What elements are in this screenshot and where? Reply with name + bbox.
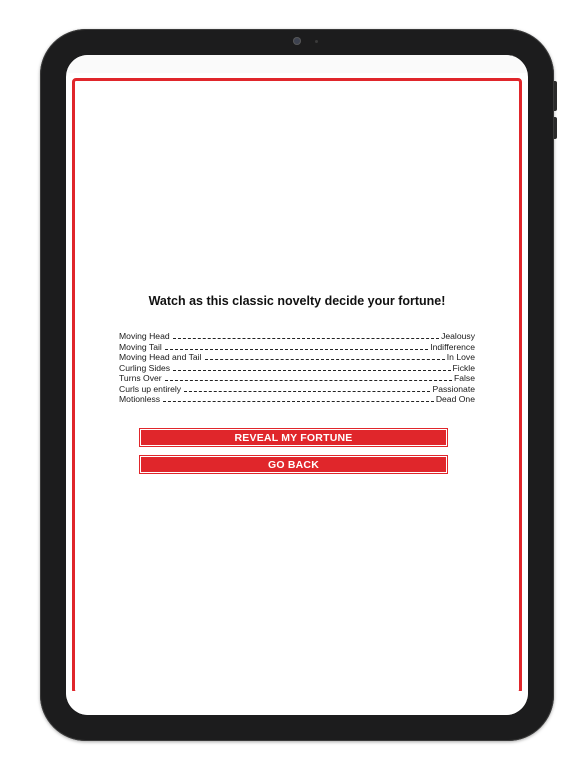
legend-dash-leader bbox=[163, 400, 434, 402]
page-title: Watch as this classic novelty decide your fortune! bbox=[148, 294, 446, 308]
home-indicator-area bbox=[66, 691, 528, 715]
volume-up-button bbox=[554, 81, 557, 111]
legend-dash-leader bbox=[173, 337, 439, 339]
legend-row bbox=[119, 384, 475, 395]
legend-action: Motionless bbox=[119, 394, 161, 404]
legend-action: Curling Sides bbox=[119, 362, 171, 373]
legend-row bbox=[119, 373, 475, 384]
legend-action: Moving Tail bbox=[119, 341, 162, 352]
legend-row bbox=[119, 352, 475, 363]
tablet-device-frame bbox=[40, 29, 554, 741]
legend-row bbox=[119, 342, 475, 353]
device-screen bbox=[66, 55, 528, 715]
legend-action: Moving Head and Tail bbox=[119, 352, 202, 362]
reveal-fortune-button[interactable]: REVEAL MY FORTUNE bbox=[140, 429, 447, 446]
status-bar bbox=[66, 55, 528, 73]
legend-dash-leader bbox=[184, 390, 430, 392]
legend-meaning: False bbox=[453, 373, 475, 383]
legend-row bbox=[119, 363, 475, 374]
legend-action: Curls up entirely bbox=[119, 383, 182, 394]
legend-action: Turns Over bbox=[119, 373, 162, 383]
legend-dash-leader bbox=[165, 379, 452, 381]
volume-down-button bbox=[554, 117, 557, 139]
legend-row bbox=[119, 394, 475, 405]
legend-dash-leader bbox=[165, 348, 428, 350]
legend-dash-leader bbox=[205, 358, 445, 360]
fortune-legend bbox=[119, 331, 475, 405]
legend-meaning: Indifference bbox=[430, 341, 475, 352]
legend-meaning: Jealousy bbox=[441, 331, 475, 341]
fortune-panel bbox=[72, 78, 522, 694]
front-camera-icon bbox=[293, 37, 301, 45]
sensor-dot-icon bbox=[315, 40, 318, 43]
legend-row bbox=[119, 331, 475, 342]
legend-meaning: Dead One bbox=[435, 394, 475, 404]
legend-meaning: Fickle bbox=[452, 362, 475, 373]
legend-action: Moving Head bbox=[119, 331, 170, 341]
go-back-button[interactable]: GO BACK bbox=[140, 456, 447, 473]
legend-meaning: In Love bbox=[446, 352, 475, 362]
legend-meaning: Passionate bbox=[432, 383, 475, 394]
legend-dash-leader bbox=[173, 369, 450, 371]
